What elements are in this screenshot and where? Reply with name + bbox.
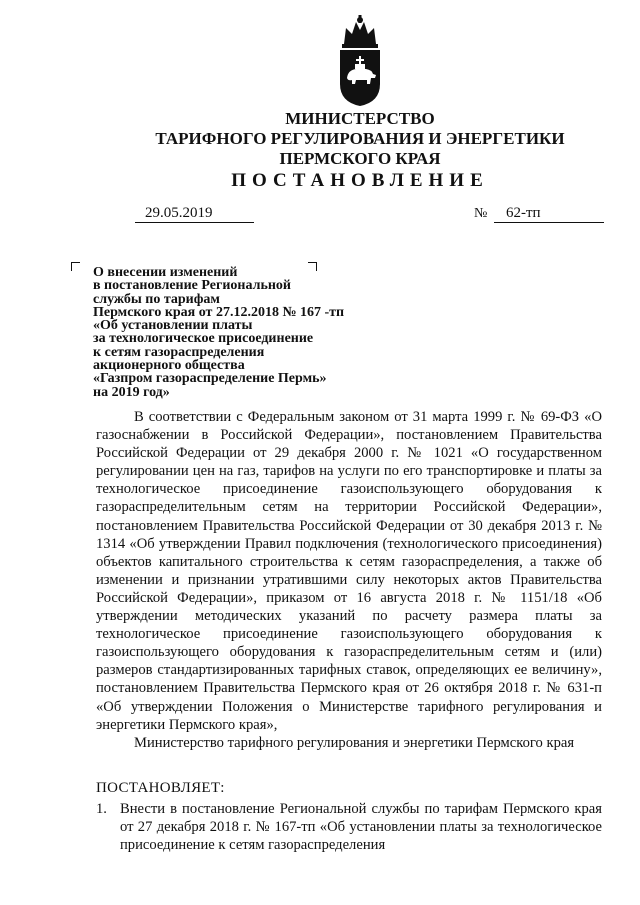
subject-line: к сетям газораспределения	[93, 344, 265, 360]
item-number: 1.	[96, 801, 107, 817]
document-number: 62-тп	[494, 205, 604, 223]
subject-line: в постановление Региональной	[93, 278, 291, 294]
decree-word: ПОСТАНОВЛЯЕТ:	[96, 780, 225, 796]
subject-line: акционерного общества	[93, 358, 245, 374]
ministry-line-1: МИНИСТЕРСТВО	[285, 109, 435, 128]
subject-line: «Газпром газораспределение Пермь»	[93, 371, 327, 387]
ministry-name	[100, 109, 620, 169]
body-paragraph-1: В соответствии с Федеральным законом от 31 марта 1999 г. № 69-ФЗ «О газоснабжении в Российской Федерации», постановлением Правительства Российской Федерации от 29 декабря 2000 г. № 1021 «О государственном регулировании цен на газ, тарифов на услуги по его транспортировке и платы за технологическое присоединение газоиспользующего оборудования к газораспределительным сетям на территории Российской Федерации», постановлением Правительства Российской Федерации от 30 декабря 2013 г. № 1314 «Об утверждении Правил подключения (технологического присоединения) объектов капитального строительства к сетям газораспределения, а также об изменении и признании утратившими силу некоторых актов Правительства Российской Федерации», приказом от 16 августа 2018 г. № 1151/18 «Об утверждении методических указаний по расчету размера платы за технологическое присоединение газоиспользующего оборудования к газоиспользующего оборудования к газораспределительным сетям и (или) размеров стандартизированных тарифных ставок, определяющих ее величину», постановлением Правительства Пермского края от 26 октября 2018 г. № 631-п «Об утверждении Положения о Министерстве тарифного регулирования и энергетики Пермского края»,	[96, 409, 602, 733]
subject-corner-left	[71, 262, 80, 271]
subject-line: О внесении изменений	[93, 265, 238, 280]
coat-of-arms-icon	[336, 14, 384, 108]
subject-line: за технологическое присоединение	[93, 331, 314, 347]
subject-line: службы по тарифам	[93, 291, 220, 307]
ministry-line-2: ТАРИФНОГО РЕГУЛИРОВАНИЯ И ЭНЕРГЕТИКИ	[155, 129, 565, 148]
ministry-line-3: ПЕРМСКОГО КРАЯ	[279, 149, 441, 168]
number-label: №	[474, 206, 488, 221]
subject-line: на 2019 год»	[93, 384, 170, 400]
body-paragraph-2: Министерство тарифного регулирования и энергетики Пермского края	[134, 734, 575, 751]
subject-line: «Об установлении платы	[93, 318, 253, 334]
item-text: Внести в постановление Региональной службы по тарифам Пермского края от 27 декабря 2018 г. № 167-тп «Об установлении платы за технологическое присоединение к сетям газораспределения	[120, 801, 602, 854]
numbered-item-1	[96, 800, 602, 855]
document-subject	[93, 266, 393, 399]
document-date: 29.05.2019	[135, 205, 254, 223]
document-type-title: ПОСТАНОВЛЕНИЕ	[231, 170, 489, 191]
subject-line: Пермского края от 27.12.2018 № 167 -тп	[93, 304, 345, 320]
document-body	[96, 408, 602, 752]
